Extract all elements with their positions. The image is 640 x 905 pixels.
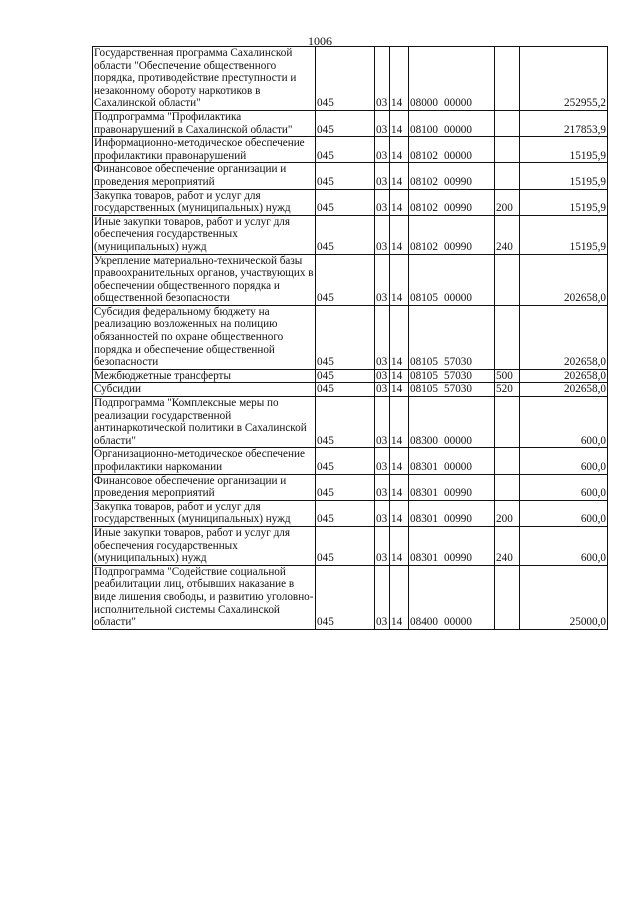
table-row: [93, 254, 608, 305]
department-code: 045: [316, 254, 375, 305]
table-row: [93, 47, 608, 111]
expense-type-code: [495, 474, 520, 500]
target-article-program: 08105: [410, 369, 438, 382]
target-article-program: 08301: [410, 461, 438, 473]
target-article-direction: 00990: [444, 202, 472, 215]
target-article-direction: 00000: [444, 616, 472, 629]
section-code: 03: [375, 369, 390, 383]
section-code: 03: [375, 305, 390, 369]
amount: 202658,0: [520, 305, 608, 369]
item-name: Финансовое обеспечение организации и проведения мероприятий: [93, 163, 316, 189]
page-number: 1006: [308, 34, 332, 48]
subsection-code: 14: [390, 189, 409, 215]
subsection-code: 14: [390, 565, 409, 629]
item-name: Государственная программа Сахалинской области "Обеспечение общественного порядка, противодействие преступности и незаконному обороту наркотиков в Сахалинской области": [93, 47, 316, 111]
section-code: 03: [375, 189, 390, 215]
expense-type-code: 200: [495, 189, 520, 215]
amount: 600,0: [520, 500, 608, 526]
table-row: [93, 500, 608, 526]
target-article-direction: 00000: [444, 434, 472, 447]
expense-type-code: [495, 137, 520, 163]
subsection-code: 14: [390, 448, 409, 474]
section-code: 03: [375, 565, 390, 629]
target-article-code: [409, 397, 495, 448]
amount: 15195,9: [520, 163, 608, 189]
section-code: 03: [375, 448, 390, 474]
amount: 600,0: [520, 397, 608, 448]
subsection-code: 14: [390, 500, 409, 526]
item-name: Подпрограмма "Комплексные меры по реализации государственной антинаркотической политики в Сахалинской области": [93, 397, 316, 448]
department-code: 045: [316, 500, 375, 526]
amount: 202658,0: [520, 383, 608, 397]
subsection-code: 14: [390, 47, 409, 111]
amount: 25000,0: [520, 565, 608, 629]
table-row: [93, 565, 608, 629]
amount: 15195,9: [520, 189, 608, 215]
item-name: Закупка товаров, работ и услуг для государственных (муниципальных) нужд: [93, 500, 316, 526]
expense-type-code: [495, 448, 520, 474]
table-row: [93, 369, 608, 383]
target-article-direction: 00000: [444, 292, 472, 305]
target-article-program: 08105: [410, 356, 438, 369]
amount: 600,0: [520, 448, 608, 474]
subsection-code: 14: [390, 369, 409, 383]
department-code: 045: [316, 526, 375, 565]
target-article-code: [409, 369, 495, 383]
table-row: [93, 474, 608, 500]
department-code: 045: [316, 215, 375, 254]
target-article-code: [409, 110, 495, 136]
department-code: 045: [316, 110, 375, 136]
target-article-code: [409, 189, 495, 215]
target-article-direction: 00000: [444, 149, 472, 162]
target-article-code: [409, 383, 495, 397]
expense-type-code: [495, 110, 520, 136]
target-article-code: [409, 137, 495, 163]
amount: 15195,9: [520, 215, 608, 254]
target-article-direction: 00990: [444, 240, 472, 253]
item-name: Организационно-методическое обеспечение профилактики наркомании: [93, 448, 316, 474]
table-row: [93, 448, 608, 474]
department-code: 045: [316, 47, 375, 111]
department-code: 045: [316, 305, 375, 369]
target-article-program: 08102: [410, 202, 438, 215]
expense-type-code: 200: [495, 500, 520, 526]
department-code: 045: [316, 189, 375, 215]
subsection-code: 14: [390, 137, 409, 163]
expense-type-code: [495, 397, 520, 448]
target-article-direction: 57030: [444, 369, 472, 382]
target-article-code: [409, 215, 495, 254]
budget-table: [92, 46, 608, 630]
target-article-direction: 00000: [444, 461, 472, 473]
expense-type-code: 240: [495, 526, 520, 565]
section-code: 03: [375, 500, 390, 526]
target-article-program: 08000: [410, 97, 438, 110]
amount: 600,0: [520, 474, 608, 500]
section-code: 03: [375, 137, 390, 163]
subsection-code: 14: [390, 383, 409, 397]
item-name: Субсидия федеральному бюджету на реализацию возложенных на полицию обязанностей по охране общественного порядка и обеспечение общественной безопасности: [93, 305, 316, 369]
target-article-direction: 57030: [444, 383, 472, 396]
department-code: 045: [316, 383, 375, 397]
target-article-direction: 00990: [444, 513, 472, 526]
item-name: Иные закупки товаров, работ и услуг для обеспечения государственных (муниципальных) нужд: [93, 215, 316, 254]
department-code: 045: [316, 565, 375, 629]
table-row: [93, 110, 608, 136]
target-article-program: 08105: [410, 292, 438, 305]
amount: 217853,9: [520, 110, 608, 136]
expense-type-code: 520: [495, 383, 520, 397]
subsection-code: 14: [390, 110, 409, 136]
expense-type-code: [495, 163, 520, 189]
table-row: [93, 383, 608, 397]
target-article-code: [409, 500, 495, 526]
target-article-code: [409, 565, 495, 629]
target-article-direction: 00990: [444, 487, 472, 500]
item-name: Закупка товаров, работ и услуг для государственных (муниципальных) нужд: [93, 189, 316, 215]
department-code: 045: [316, 397, 375, 448]
subsection-code: 14: [390, 163, 409, 189]
subsection-code: 14: [390, 305, 409, 369]
target-article-direction: 00990: [444, 175, 472, 188]
target-article-direction: 00000: [444, 97, 472, 110]
target-article-program: 08102: [410, 240, 438, 253]
budget-table-body: [93, 47, 608, 630]
item-name: Подпрограмма "Содействие социальной реабилитации лиц, отбывших наказание в виде лишения свободы, и развитию уголовно-исполнительной системы Сахалинской области": [94, 565, 314, 629]
expense-type-code: [495, 254, 520, 305]
item-name: Межбюджетные трансферты: [93, 369, 316, 383]
section-code: 03: [375, 47, 390, 111]
section-code: 03: [375, 397, 390, 448]
target-article-code: [409, 448, 495, 474]
target-article-program: 08301: [410, 487, 438, 500]
department-code: 045: [316, 369, 375, 383]
target-article-program: 08102: [410, 175, 438, 188]
target-article-program: 08100: [410, 123, 438, 136]
amount: 15195,9: [520, 137, 608, 163]
expense-type-code: 500: [495, 369, 520, 383]
section-code: 03: [375, 383, 390, 397]
target-article-program: 08300: [410, 434, 438, 447]
item-name: Подпрограмма "Профилактика правонарушений в Сахалинской области": [93, 110, 316, 136]
section-code: 03: [375, 215, 390, 254]
table-row: [93, 305, 608, 369]
target-article-direction: 57030: [444, 356, 472, 369]
amount: 252955,2: [520, 47, 608, 111]
table-row: [93, 397, 608, 448]
expense-type-code: [495, 47, 520, 111]
expense-type-code: [495, 565, 520, 629]
target-article-code: [409, 163, 495, 189]
target-article-program: 08301: [410, 513, 438, 526]
target-article-program: 08400: [410, 616, 438, 629]
section-code: 03: [375, 474, 390, 500]
item-name: Субсидии: [93, 383, 316, 397]
amount: 202658,0: [520, 369, 608, 383]
section-code: 03: [375, 254, 390, 305]
table-row: [93, 189, 608, 215]
target-article-code: [409, 474, 495, 500]
target-article-program: 08102: [410, 149, 438, 162]
table-row: [93, 526, 608, 565]
table-row: [93, 137, 608, 163]
target-article-program: 08105: [410, 383, 438, 396]
section-code: 03: [375, 526, 390, 565]
target-article-direction: 00000: [444, 123, 472, 136]
target-article-program: 08301: [410, 552, 438, 565]
table-row: [93, 163, 608, 189]
target-article-code: [409, 305, 495, 369]
item-name: Укрепление материально-технической базы правоохранительных органов, участвующих в обеспечении общественного порядка и общественной безопасности: [94, 254, 314, 305]
target-article-code: [409, 526, 495, 565]
item-name: Финансовое обеспечение организации и проведения мероприятий: [93, 474, 316, 500]
subsection-code: 14: [390, 397, 409, 448]
item-name: Иные закупки товаров, работ и услуг для обеспечения государственных (муниципальных) нужд: [93, 526, 316, 565]
section-code: 03: [375, 163, 390, 189]
subsection-code: 14: [390, 215, 409, 254]
department-code: 045: [316, 163, 375, 189]
subsection-code: 14: [390, 254, 409, 305]
department-code: 045: [316, 474, 375, 500]
item-name: Информационно-методическое обеспечение профилактики правонарушений: [93, 137, 316, 163]
amount: 202658,0: [520, 254, 608, 305]
department-code: 045: [316, 448, 375, 474]
section-code: 03: [375, 110, 390, 136]
target-article-direction: 00990: [444, 552, 472, 565]
expense-type-code: [495, 305, 520, 369]
amount: 600,0: [520, 526, 608, 565]
expense-type-code: 240: [495, 215, 520, 254]
target-article-code: [409, 47, 495, 111]
target-article-code: [409, 254, 495, 305]
subsection-code: 14: [390, 474, 409, 500]
subsection-code: 14: [390, 526, 409, 565]
table-row: [93, 215, 608, 254]
department-code: 045: [316, 137, 375, 163]
